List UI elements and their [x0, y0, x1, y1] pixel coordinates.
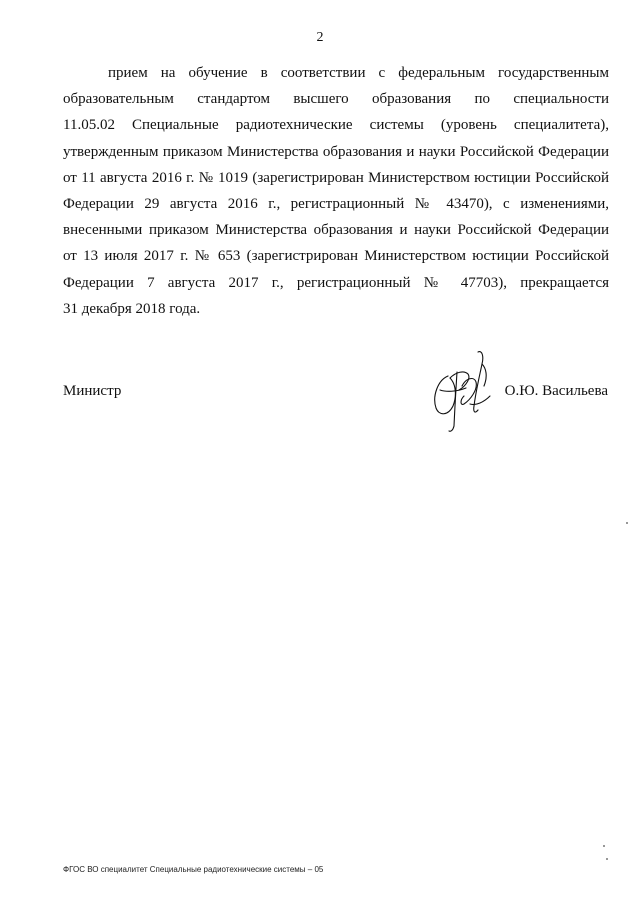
signatory-name: О.Ю. Васильева [504, 383, 608, 399]
scan-speck [603, 845, 605, 847]
paragraph-line: внесенными приказом Министерства образования и науки Российской Федерации [63, 222, 609, 239]
signature-block [63, 380, 609, 420]
paragraph-line: образовательным стандартом высшего образования по специальности [63, 91, 609, 108]
paragraph-line: Федерации 7 августа 2017 г., регистрационный № 47703), прекращается [63, 274, 609, 291]
paragraph-line: от 11 августа 2016 г. № 1019 (зарегистрирован Министерством юстиции Российской [63, 169, 609, 186]
paragraph-line: от 13 июля 2017 г. № 653 (зарегистрирован Министерством юстиции Российской [63, 248, 609, 265]
page-number: 2 [316, 30, 324, 45]
footer-note: ФГОС ВО специалитет Специальные радиотехнические системы – 05 [63, 865, 324, 874]
scan-speck [626, 522, 628, 524]
body-paragraph [63, 60, 609, 322]
paragraph-line: Федерации 29 августа 2016 г., регистрационный № 43470), с изменениями, [63, 196, 609, 213]
paragraph-line: 31 декабря 2018 года. [63, 300, 201, 317]
position-title: Министр [63, 383, 122, 399]
paragraph-line: 11.05.02 Специальные радиотехнические системы (уровень специалитета), [63, 117, 609, 134]
scan-speck [606, 858, 608, 860]
paragraph-line: утвержденным приказом Министерства образования и науки Российской Федерации [63, 143, 609, 160]
paragraph-line: прием на обучение в соответствии с федеральным государственным [108, 65, 609, 81]
handwritten-signature-image [426, 346, 501, 436]
